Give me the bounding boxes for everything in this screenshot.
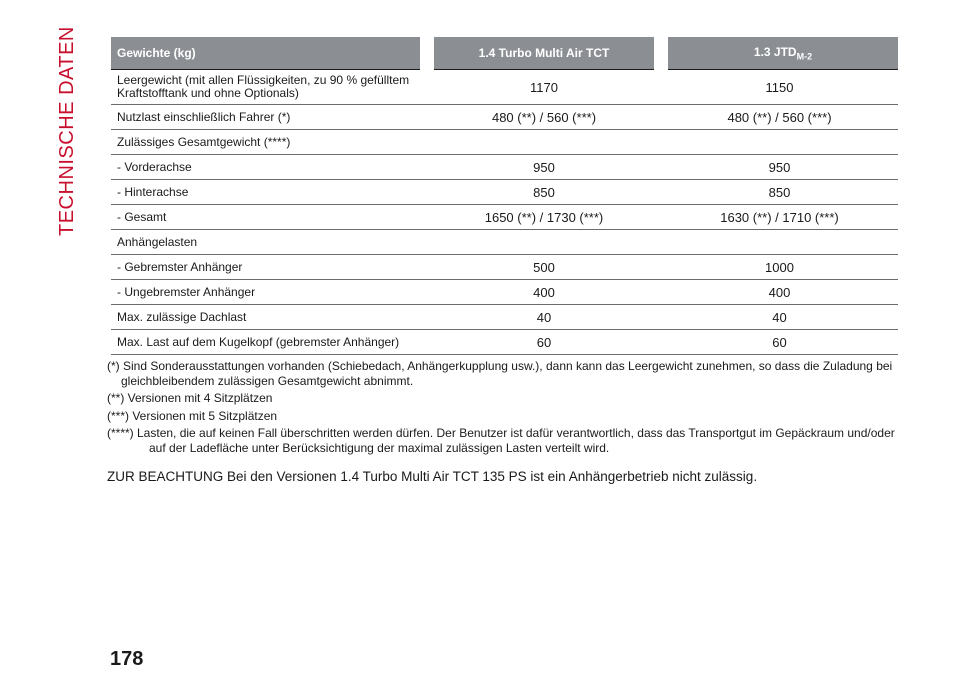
cell-petrol: 500 xyxy=(427,255,661,280)
row-label: - Gesamt xyxy=(111,205,427,230)
table-row xyxy=(111,305,898,330)
cell-diesel: 1150 xyxy=(661,70,898,105)
footnotes xyxy=(107,359,900,458)
cell-petrol: 850 xyxy=(427,180,661,205)
header-engine-diesel-subscript: M-2 xyxy=(796,51,813,62)
cell-diesel: 1630 (**) / 1710 (***) xyxy=(661,205,898,230)
table-row xyxy=(111,105,898,130)
table-row xyxy=(111,155,898,180)
row-label: Max. Last auf dem Kugelkopf (gebremster Anhänger) xyxy=(111,330,427,355)
cell-petrol: 1170 xyxy=(427,70,661,105)
footnote: (*) Sind Sonderausstattungen vorhanden (Schiebedach, Anhängerkupplung usw.), dann kann das Leergewicht zunehmen, so dass die Zuladung bei gleichbleibendem zulässigen Gesamtgewicht abnimmt. xyxy=(107,359,893,388)
footnote: (**) Versionen mit 4 Sitzplätzen xyxy=(107,391,273,405)
table-row xyxy=(111,130,898,155)
cell-petrol xyxy=(427,230,661,255)
header-engine-diesel xyxy=(661,37,898,70)
table-row xyxy=(111,205,898,230)
cell-petrol: 40 xyxy=(427,305,661,330)
cell-petrol: 950 xyxy=(427,155,661,180)
header-weights: Gewichte (kg) xyxy=(111,37,427,70)
cell-diesel: 480 (**) / 560 (***) xyxy=(661,105,898,130)
row-label: Anhängelasten xyxy=(111,230,427,255)
table-header-row xyxy=(111,37,898,70)
weights-table xyxy=(111,37,898,355)
cell-diesel: 40 xyxy=(661,305,898,330)
row-label: - Hinterachse xyxy=(111,180,427,205)
table-row xyxy=(111,280,898,305)
table-row xyxy=(111,230,898,255)
cell-diesel: 1000 xyxy=(661,255,898,280)
cell-diesel xyxy=(661,230,898,255)
cell-diesel: 850 xyxy=(661,180,898,205)
row-label: - Gebremster Anhänger xyxy=(111,255,427,280)
notice-text: ZUR BEACHTUNG Bei den Versionen 1.4 Turbo Multi Air TCT 135 PS ist ein Anhängerbetrieb nicht zulässig. xyxy=(107,469,758,484)
row-label: Nutzlast einschließlich Fahrer (*) xyxy=(111,105,427,130)
footnote: (****) Lasten, die auf keinen Fall überschritten werden dürfen. Der Benutzer ist dafür verantwortlich, dass das Transportgut im Gepäckraum und/oder auf der Ladefläche unter Berücksichtigung der maximal zulässigen Lasten verteilt wird. xyxy=(107,426,895,455)
table-row xyxy=(111,330,898,355)
header-engine-diesel-label: 1.3 JTD xyxy=(753,44,797,59)
cell-diesel xyxy=(661,130,898,155)
cell-diesel: 400 xyxy=(661,280,898,305)
row-label: Max. zulässige Dachlast xyxy=(111,305,427,330)
page-number: 178 xyxy=(110,648,144,670)
footnote: (***) Versionen mit 5 Sitzplätzen xyxy=(107,408,278,423)
row-label: - Vorderachse xyxy=(111,155,427,180)
header-engine-petrol: 1.4 Turbo Multi Air TCT xyxy=(427,37,661,70)
cell-petrol: 60 xyxy=(427,330,661,355)
cell-petrol: 1650 (**) / 1730 (***) xyxy=(427,205,661,230)
row-label: - Ungebremster Anhänger xyxy=(111,280,427,305)
table-row xyxy=(111,180,898,205)
cell-petrol xyxy=(427,130,661,155)
cell-petrol: 480 (**) / 560 (***) xyxy=(427,105,661,130)
cell-diesel: 950 xyxy=(661,155,898,180)
row-label: Zulässiges Gesamtgewicht (****) xyxy=(111,130,427,155)
table-row xyxy=(111,255,898,280)
cell-petrol: 400 xyxy=(427,280,661,305)
row-label: Leergewicht (mit allen Flüssigkeiten, zu 90 % gefülltem Kraftstofftank und ohne Optionals) xyxy=(111,70,427,105)
section-side-title: TECHNISCHE DATEN xyxy=(56,26,78,236)
table-row xyxy=(111,70,898,105)
cell-diesel: 60 xyxy=(661,330,898,355)
